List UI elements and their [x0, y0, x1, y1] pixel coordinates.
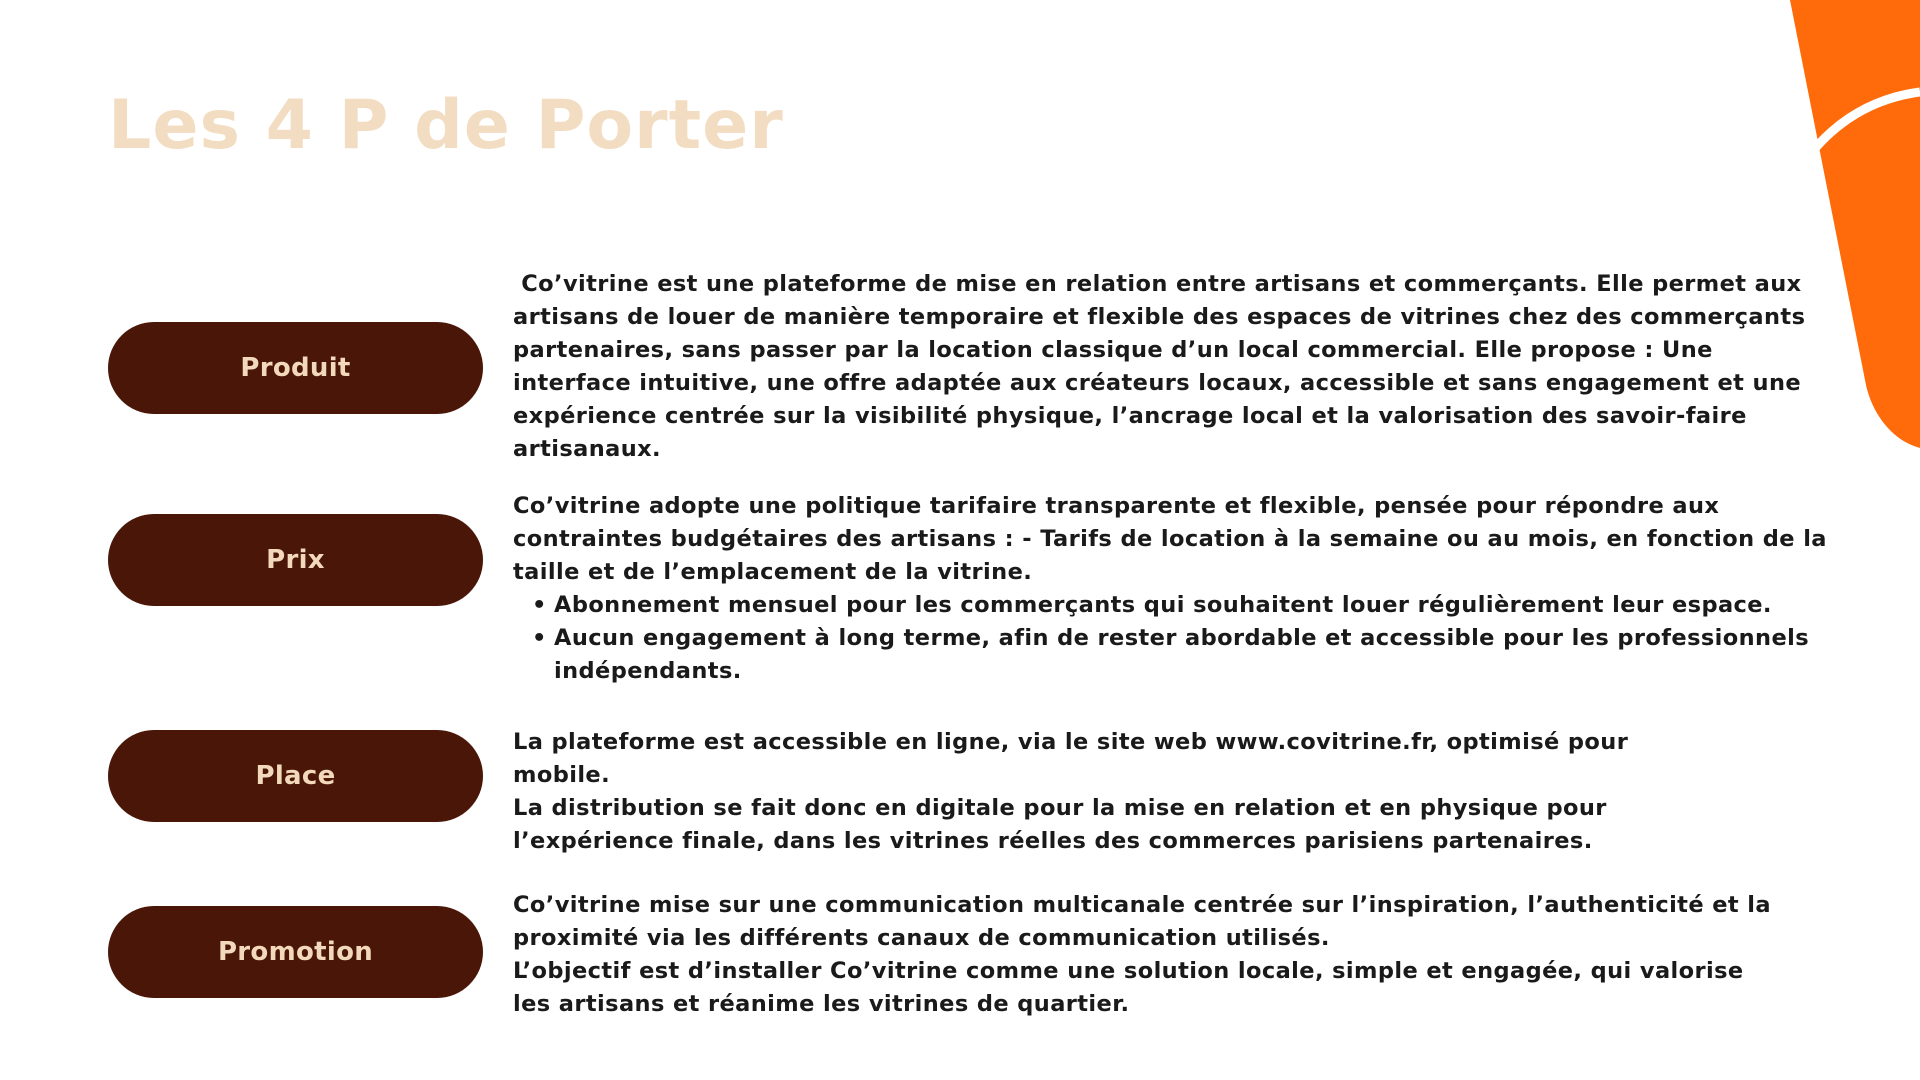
promotion-label-pill: Promotion	[108, 906, 483, 998]
place-label-pill: Place	[108, 730, 483, 822]
produit-text: Co’vitrine est une plateforme de mise en relation entre artisans et commerçants. Elle permet aux artisans de louer de manière temporaire et flexible des espaces de vitrines chez des commerçants partenaires, sans passer par la location classique d’un local commercial. Elle propose : Une interface intuitive, une offre adaptée aux créateurs locaux, accessible et sans engagement et une expérience centrée sur la visibilité physique, l’ancrage local et la valorisation des savoir-faire artisanaux.	[513, 271, 1814, 462]
promotion-line-2: L’objectif est d’installer Co’vitrine comme une solution locale, simple et engagée, qui valorise les artisans et réanime les vitrines de quartier.	[513, 958, 1744, 1017]
prix-bullet-list	[513, 589, 1833, 688]
promotion-line-1: Co’vitrine mise sur une communication multicanale centrée sur l’inspiration, l’authenticité et la proximité via les différents canaux de communication utilisés.	[513, 892, 1771, 951]
produit-label-pill: Produit	[108, 322, 483, 414]
prix-bullet-item: • Abonnement mensuel pour les commerçants qui souhaitent louer régulièrement leur espace.	[554, 589, 1833, 622]
prix-intro: Co’vitrine adopte une politique tarifaire transparente et flexible, pensée pour répondre aux contraintes budgétaires des artisans : - Tarifs de location à la semaine ou au mois, en fonction de la taille et de l’emplacement de la vitrine.	[513, 493, 1827, 585]
produit-description	[513, 268, 1833, 466]
slide-title: Les 4 P de Porter	[108, 86, 784, 165]
promotion-description	[513, 889, 1783, 1021]
place-line-1: La plateforme est accessible en ligne, via le site web www.covitrine.fr, optimisé pour mobile.	[513, 729, 1629, 788]
prix-bullet-item: • Aucun engagement à long terme, afin de rester abordable et accessible pour les professionnels indépendants.	[554, 622, 1833, 688]
place-line-2: La distribution se fait donc en digitale pour la mise en relation et en physique pour l’expérience finale, dans les vitrines réelles des commerces parisiens partenaires.	[513, 795, 1607, 854]
prix-label-pill: Prix	[108, 514, 483, 606]
prix-description	[513, 490, 1833, 688]
place-description	[513, 726, 1713, 858]
